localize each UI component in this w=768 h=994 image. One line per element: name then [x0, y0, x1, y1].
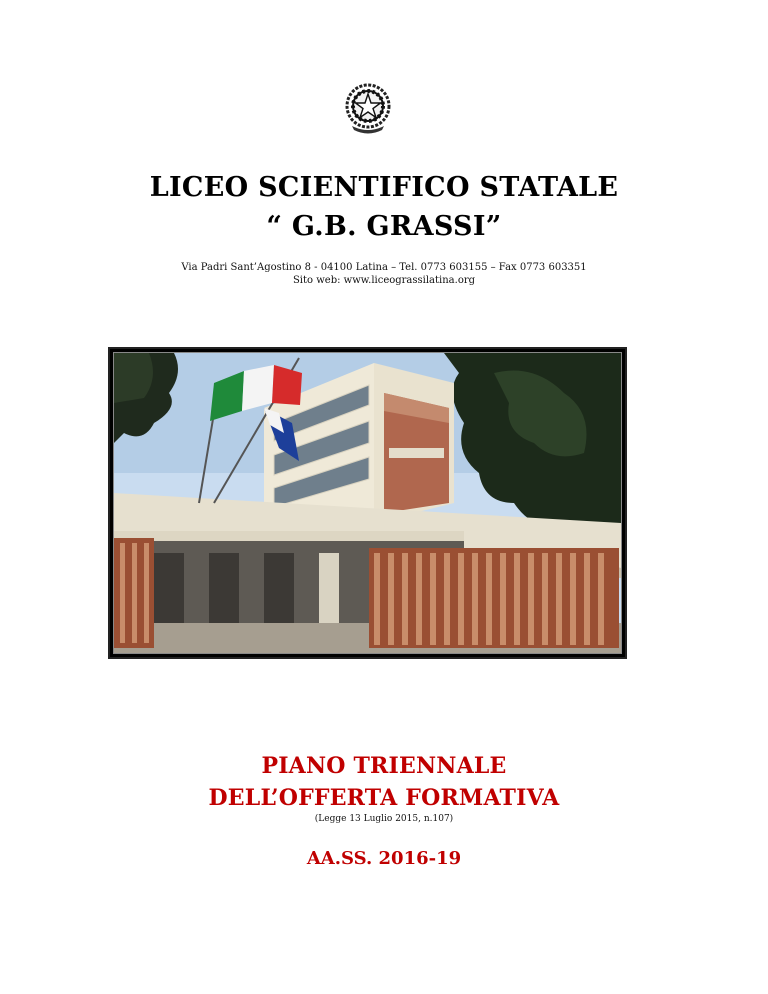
address-line: Via Padri Sant’Agostino 8 - 04100 Latina – Tel. 0773 603155 – Fax 0773 603351 — [181, 262, 587, 273]
law-reference: (Legge 13 Luglio 2015, n.107) — [314, 814, 454, 824]
document-title-line2: DELL’OFFERTA FORMATIVA — [208, 785, 560, 811]
school-name-line2: “ G.B. GRASSI” — [266, 211, 502, 242]
school-name-line1: LICEO SCIENTIFICO STATALE — [149, 172, 619, 203]
italian-republic-emblem-icon — [343, 82, 393, 134]
website-line: Sito web: www.liceograssilatina.org — [292, 275, 476, 286]
school-building-photo — [108, 347, 627, 659]
school-years: AA.SS. 2016-19 — [306, 848, 462, 869]
document-title-line1: PIANO TRIENNALE — [261, 753, 507, 779]
